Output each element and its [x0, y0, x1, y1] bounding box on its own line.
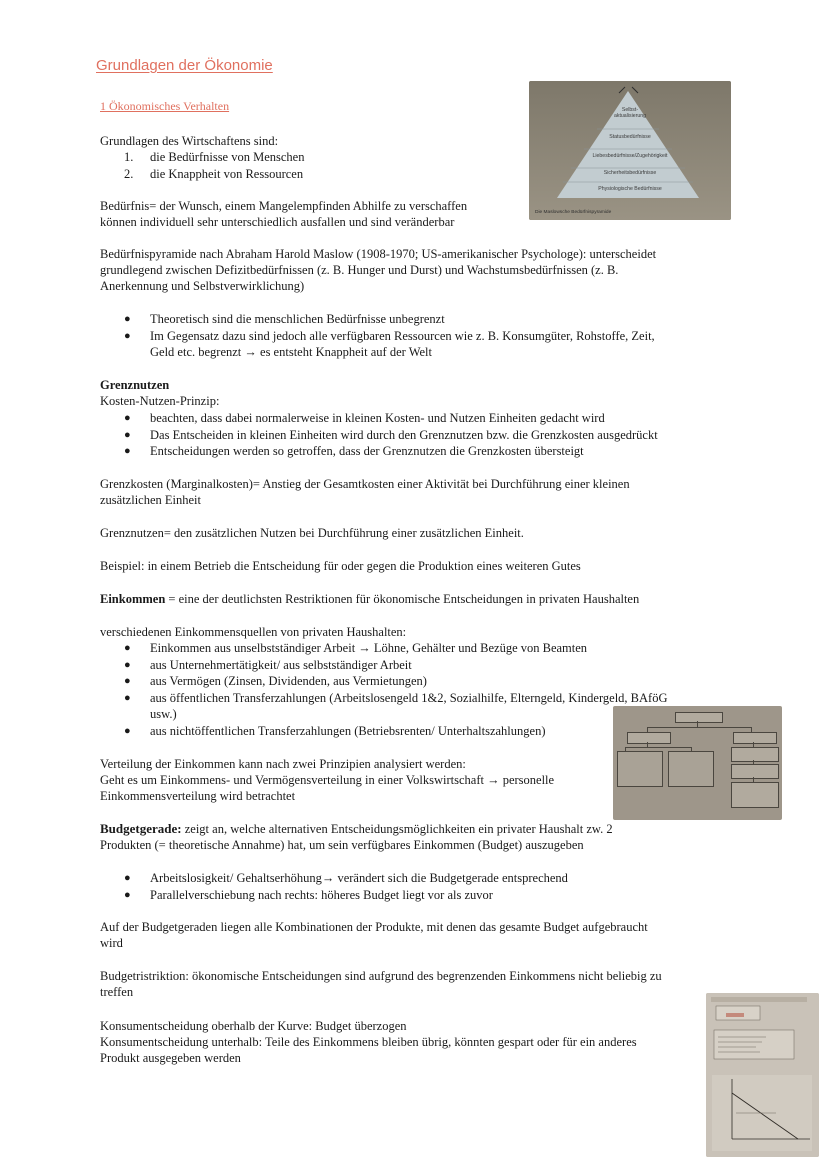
grenzkosten-text: zusätzlichen Einheit	[100, 493, 202, 507]
einkommensquellen-list	[124, 640, 667, 740]
list-item: ● aus Vermögen (Zinsen, Dividenden, aus Vermietungen)	[124, 674, 427, 689]
pyramid-level-label: Selbst-	[621, 107, 639, 113]
list-item: 2. die Knappheit von Ressourcen	[124, 166, 304, 181]
konsum-text: Konsumentscheidung unterhalb: Teile des Einkommens bleiben übrig, könnten gespart oder für ein anderes	[100, 1035, 637, 1049]
beispiel-text: Beispiel: in einem Betrieb die Entscheidung für oder gegen die Produktion eines weiteren Gutes	[100, 559, 581, 573]
konsum-text: Konsumentscheidung oberhalb der Kurve: Budget überzogen	[100, 1019, 407, 1033]
budget-bullet-list	[124, 870, 568, 903]
einkommen-definition: Einkommen = eine der deutlichsten Restriktionen für ökonomische Entscheidungen in privaten Haushalten	[100, 592, 640, 606]
budgetgerade-term: Budgetgerade:	[100, 821, 182, 836]
list-item: ● Das Entscheiden in kleinen Einheiten wird durch den Grenznutzen bzw. die Grenzkosten ausgedrückt	[124, 427, 658, 442]
grenzkosten-text: Grenzkosten (Marginalkosten)= Anstieg der Gesamtkosten einer Aktivität bei Durchführung einer kleinen	[100, 477, 630, 491]
beduerfnis-text: können individuell sehr unterschiedlich ausfallen und sind veränderbar	[100, 215, 455, 229]
pyramid-caption: Die Maslowsche Bedürfnispyramide	[535, 210, 612, 215]
list-item: ● Parallelverschiebung nach rechts: höheres Budget liegt vor als zuvor	[124, 887, 493, 902]
verteilung-text: Einkommensverteilung wird betrachtet	[100, 789, 296, 803]
maslow-text: Bedürfnispyramide nach Abraham Harold Maslow (1908-1970; US-amerikanischer Psychologe): unterscheidet	[100, 247, 657, 261]
page-title: Grundlagen der Ökonomie	[96, 57, 273, 74]
list-item: ● Einkommen aus unselbstständiger Arbeit → Löhne, Gehälter und Bezüge von Beamten	[124, 641, 588, 655]
restriktion-text: treffen	[100, 985, 134, 999]
kombinationen-text: wird	[100, 936, 123, 950]
verteilung-text: Geht es um Einkommens- und Vermögensverteilung in einer Volkswirtschaft → personelle	[100, 773, 555, 787]
maslow-bullet-list	[124, 311, 655, 361]
list-item: ● Entscheidungen werden so getroffen, dass der Grenznutzen die Grenzkosten übersteigt	[124, 444, 584, 459]
list-item: ● aus nichtöffentlichen Transferzahlungen (Betriebsrenten/ Unterhaltszahlungen)	[124, 723, 546, 738]
grundlagen-list	[124, 149, 304, 182]
list-item: ● aus öffentlichen Transferzahlungen (Arbeitslosengeld 1&2, Sozialhilfe, Elterngeld, Kindergeld, BAföG usw.)	[124, 690, 668, 722]
grundlagen-intro: Grundlagen des Wirtschaftens sind:	[100, 134, 279, 148]
grenznutzen-definition: Grenznutzen= den zusätzlichen Nutzen bei Durchführung einer zusätzlichen Einheit.	[100, 526, 524, 540]
budget-graph-drawing	[706, 993, 819, 1157]
restriktion-text: Budgetristriktion: ökonomische Entscheidungen sind aufgrund des begrenzenden Einkommens nicht beliebig zu	[100, 969, 662, 983]
quellen-intro: verschiedenen Einkommensquellen von privaten Haushalten:	[100, 625, 407, 639]
list-item: ● Arbeitslosigkeit/ Gehaltserhöhung→ verändert sich die Budgetgerade entsprechend	[124, 871, 568, 885]
kombinationen-text: Auf der Budgetgeraden liegen alle Kombinationen der Produkte, mit denen das gesamte Budget aufgebraucht	[100, 920, 648, 934]
budgetgerade-graph-image	[706, 993, 819, 1157]
pyramid-level-label: Physiologische Bedürfnisse	[598, 186, 662, 192]
verteilung-text: Verteilung der Einkommen kann nach zwei Prinzipien analysiert werden:	[100, 757, 466, 771]
einkommen-term: Einkommen	[100, 592, 166, 606]
grenznutzen-heading: Grenznutzen	[100, 378, 170, 392]
list-item: 1. die Bedürfnisse von Menschen	[124, 150, 305, 164]
section-heading: 1 Ökonomisches Verhalten	[100, 99, 230, 113]
beduerfnis-definition: Bedürfnis= der Wunsch, einem Mangelempfinden Abhilfe zu verschaffen	[100, 199, 468, 213]
pyramid-level-label: Sicherheitsbedürfnisse	[603, 170, 657, 176]
pyramid-level-label: Statusbedürfnisse	[609, 134, 651, 140]
pyramid-shape	[529, 81, 731, 220]
maslow-pyramid-image	[529, 81, 731, 220]
list-item: ● aus Unternehmertätigkeit/ aus selbstständiger Arbeit	[124, 657, 412, 672]
konsum-text: Produkt ausgegeben werden	[100, 1051, 241, 1065]
einkommensverteilung-diagram-image	[613, 706, 782, 820]
list-item: ● Im Gegensatz dazu sind jedoch alle verfügbaren Ressourcen wie z. B. Konsumgüter, Rohstoffe, Zeit, Geld etc. begrenzt → es entsteht Knappheit auf der Welt	[124, 328, 655, 360]
budgetgerade-text: Produkten (= theoretische Annahme) hat, um sein verfügbares Einkommen (Budget) auszugeben	[100, 838, 584, 852]
maslow-text: Anerkennung und Selbstverwirklichung)	[100, 279, 305, 293]
maslow-text: grundlegend zwischen Defizitbedürfnissen (z. B. Hunger und Durst) und Wachstumsbedürfnissen (z. B.	[100, 263, 619, 277]
kosten-nutzen-list	[124, 410, 658, 460]
pyramid-level-label: aktualisierung	[613, 113, 646, 119]
list-item: ● beachten, dass dabei normalerweise in kleinen Kosten- und Nutzen Einheiten gedacht wird	[124, 411, 605, 425]
kosten-nutzen-label: Kosten-Nutzen-Prinzip:	[100, 394, 220, 408]
budgetgerade-definition: Budgetgerade: zeigt an, welche alternativen Entscheidungsmöglichkeiten ein privater Haushalt zw. 2	[100, 821, 613, 836]
list-item: ● Theoretisch sind die menschlichen Bedürfnisse unbegrenzt	[124, 312, 445, 326]
pyramid-level-label: Liebesbedürfnisse/Zugehörigkeit	[592, 153, 668, 159]
